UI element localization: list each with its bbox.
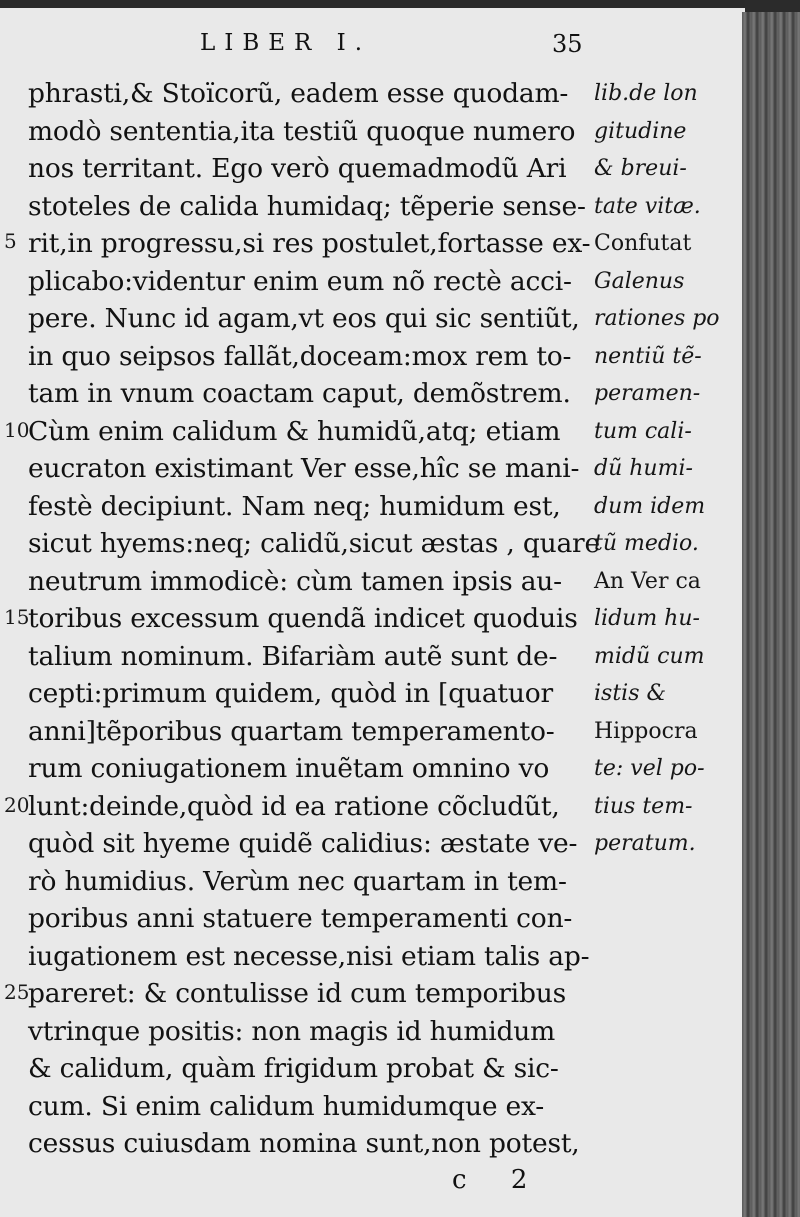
line-number-15: 15	[4, 605, 30, 629]
margin-note-line: rationes po	[594, 306, 720, 331]
text-line: quòd sit hyeme quidẽ calidius: æstate ve-	[28, 828, 578, 859]
margin-note-line: peratum.	[594, 831, 696, 856]
text-line: cum. Si enim calidum humidumque ex-	[28, 1090, 545, 1122]
text-line: lunt:deinde,quòd id ea ratione cõcludũt,	[28, 790, 560, 822]
margin-note-line: tate vitæ.	[594, 193, 701, 219]
text-line: poribus anni statuere temperamenti con-	[28, 903, 573, 934]
book-spine-edge	[742, 12, 800, 1217]
text-line: plicabo:videntur enim eum nõ rectè acci-	[28, 265, 572, 297]
text-line: rum coniugationem inuẽtam omnino vo	[28, 753, 550, 784]
running-head: LIBER I.	[200, 30, 372, 56]
margin-note-line: te: vel po-	[594, 756, 705, 781]
text-line: iugationem est necesse,nisi etiam talis ap-	[28, 940, 590, 972]
text-line: pareret: & contulisse id cum temporibus	[28, 978, 566, 1009]
text-line: phrasti,& Stoïcorũ, eadem esse quodam-	[28, 78, 569, 109]
text-line: nos territant. Ego verò quemadmodũ Ari	[28, 153, 567, 184]
text-line: toribus excessum quendã indicet quoduis	[28, 603, 578, 634]
text-line: talium nominum. Bifariàm autẽ sunt de-	[28, 640, 558, 672]
margin-note-line: gitudine	[594, 118, 687, 144]
margin-note-line: & breui-	[594, 156, 687, 181]
text-line: in quo seipsos fallãt,doceam:mox rem to-	[28, 340, 572, 372]
margin-note-line: istis &	[594, 681, 667, 706]
margin-note-line: Hippocra	[594, 718, 698, 744]
text-line: neutrum immodicè: cùm tamen ipsis au-	[28, 565, 562, 597]
margin-note-line: nentiũ tẽ-	[594, 343, 702, 369]
page-top-edge	[0, 0, 745, 8]
line-number-10: 10	[4, 418, 30, 442]
signature-mark: c 2	[452, 1165, 546, 1195]
text-line: anni]tẽporibus quartam temperamento-	[28, 715, 555, 747]
margin-note-line: An Ver ca	[594, 568, 701, 594]
margin-note-line: tius tem-	[594, 793, 693, 819]
margin-note-line: midũ cum	[594, 643, 705, 669]
text-line: tam in vnum coactam caput, demõstrem.	[28, 378, 571, 409]
margin-note-line: peramen-	[594, 381, 701, 406]
margin-note-line: tum cali-	[594, 418, 692, 444]
text-line: stoteles de calida humidaq; tẽperie sense-	[28, 190, 586, 222]
text-line: rit,in progressu,si res postulet,fortasse ex-	[28, 228, 591, 259]
text-line: rò humidius. Verùm nec quartam in tem-	[28, 865, 567, 897]
margin-note-line: lib.de lon	[594, 81, 698, 106]
page-number: 35	[552, 30, 583, 58]
line-number-25: 25	[4, 980, 30, 1004]
text-line: cessus cuiusdam nomina sunt,non potest,	[28, 1128, 580, 1159]
text-line: modò sententia,ita testiũ quoque numero	[28, 115, 576, 147]
text-line: pere. Nunc id agam,vt eos qui sic sentiũt,	[28, 303, 580, 334]
text-line: eucraton existimant Ver esse,hîc se mani-	[28, 453, 580, 484]
line-number-5: 5	[4, 229, 17, 253]
text-line: & calidum, quàm frigidum probat & sic-	[28, 1053, 559, 1084]
margin-note-line: dũ humi-	[594, 456, 693, 481]
margin-note-line: dum idem	[594, 493, 706, 519]
text-line: cepti:primum quidem, quòd in [quatuor	[28, 678, 553, 709]
text-line: festè decipiunt. Nam neq; humidum est,	[28, 490, 561, 522]
margin-note-line: tũ medio.	[594, 531, 699, 556]
margin-note-line: Confutat	[594, 231, 692, 256]
text-line: sicut hyems:neq; calidũ,sicut æstas , quare	[28, 528, 601, 559]
margin-note-line: lidum hu-	[594, 606, 700, 631]
line-number-20: 20	[4, 793, 30, 817]
text-line: vtrinque positis: non magis id humidum	[28, 1015, 556, 1047]
margin-note-line: Galenus	[594, 268, 685, 294]
page-header	[0, 30, 745, 70]
text-line: Cùm enim calidum & humidũ,atq; etiam	[28, 415, 561, 447]
